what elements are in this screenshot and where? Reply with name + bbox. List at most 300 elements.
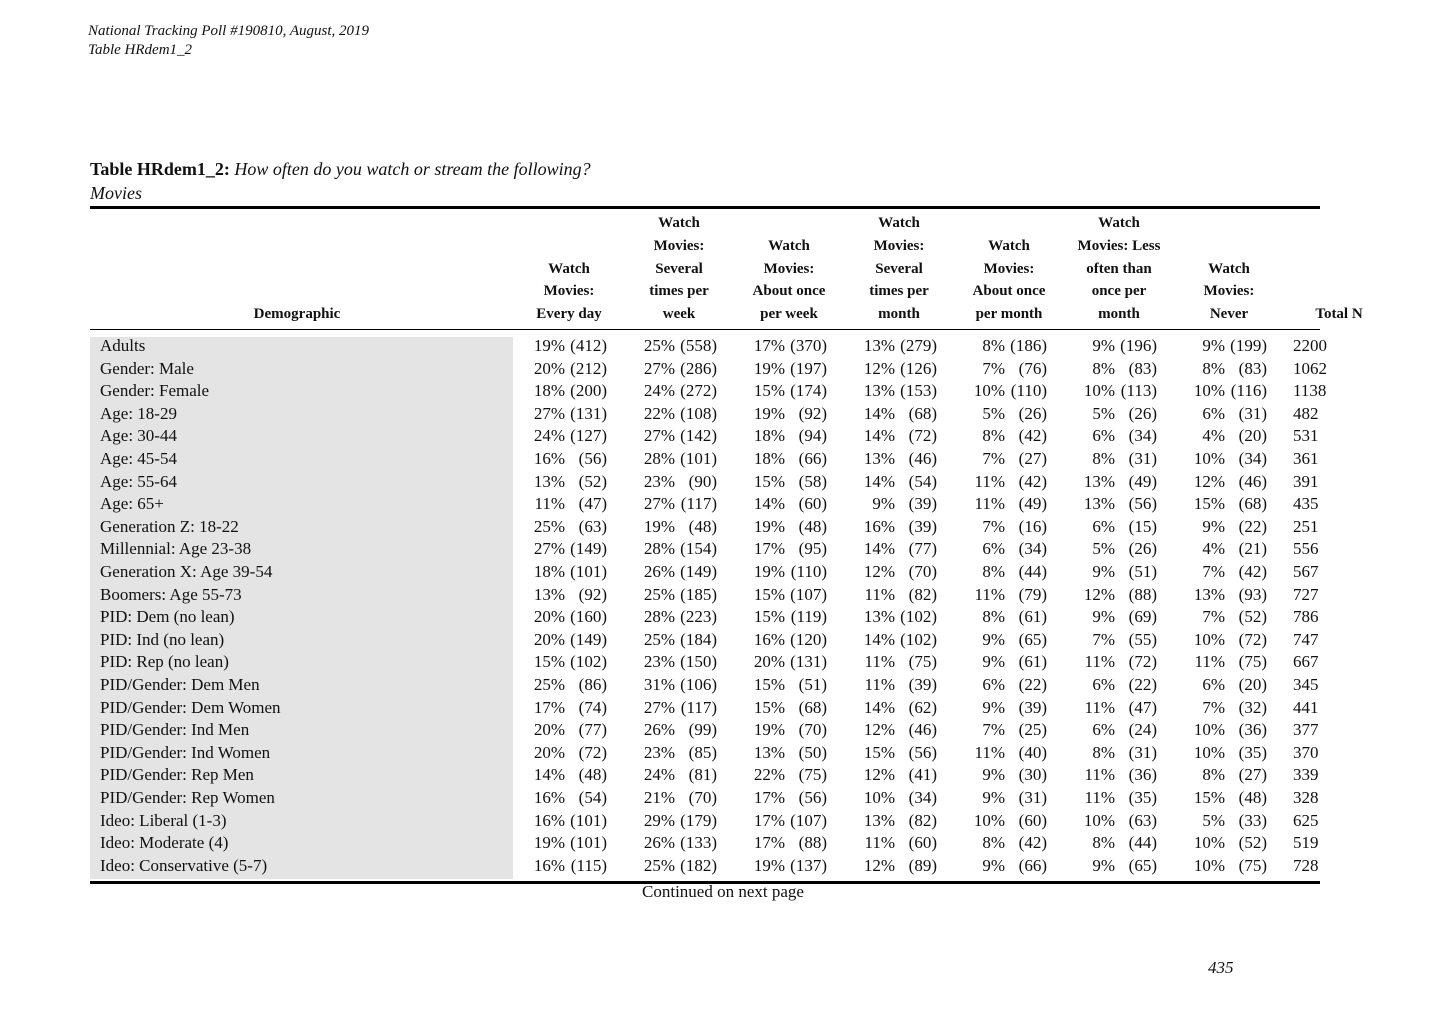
caption-question: How often do you watch or stream the following? bbox=[234, 159, 591, 179]
cell-count: (42) bbox=[1018, 833, 1047, 853]
cell-percent: 11% bbox=[1084, 788, 1115, 807]
cell-count: (92) bbox=[578, 584, 607, 604]
row-label: Ideo: Liberal (1-3) bbox=[100, 810, 227, 830]
cell-percent: 16% bbox=[533, 449, 565, 468]
cell-percent: 7% bbox=[982, 720, 1005, 740]
cell-count: (34) bbox=[1238, 449, 1267, 468]
cell-count: (197) bbox=[790, 358, 827, 378]
cell-count: (120) bbox=[790, 629, 827, 649]
cell-count: (279) bbox=[900, 336, 937, 355]
row-label: Generation X: Age 39-54 bbox=[100, 562, 273, 581]
caption-label: Table HRdem1_2: bbox=[90, 159, 230, 179]
cell-percent: 18% bbox=[533, 562, 565, 581]
cell-percent: 10% bbox=[1193, 833, 1225, 853]
cell-percent: 8% bbox=[1092, 358, 1115, 378]
cell-percent: 13% bbox=[863, 810, 895, 830]
cell-percent: 16% bbox=[533, 855, 565, 875]
cell-count: (68) bbox=[798, 697, 827, 717]
cell-count: (62) bbox=[908, 697, 937, 717]
cell-percent: 12% bbox=[863, 855, 895, 875]
cell-count: (52) bbox=[578, 471, 607, 491]
cell-count: (95) bbox=[798, 539, 827, 559]
cell-count: (33) bbox=[1238, 810, 1267, 830]
cell-count: (137) bbox=[790, 855, 827, 875]
cell-count: (25) bbox=[1018, 720, 1047, 740]
row-label: Adults bbox=[100, 336, 146, 355]
cell-count: (44) bbox=[1018, 562, 1047, 581]
cell-percent: 5% bbox=[1092, 403, 1115, 423]
cell-count: (47) bbox=[1128, 697, 1157, 717]
cell-count: (42) bbox=[1238, 562, 1267, 581]
cell-count: (196) bbox=[1120, 336, 1157, 355]
cell-count: (133) bbox=[680, 833, 717, 853]
cell-percent: 15% bbox=[753, 675, 785, 694]
column-header: Watch Movies: Several times per week bbox=[649, 215, 709, 323]
cell-percent: 16% bbox=[863, 516, 895, 536]
cell-total: 251 bbox=[1293, 516, 1319, 536]
cell-percent: 20% bbox=[533, 629, 565, 649]
cell-total: 747 bbox=[1293, 629, 1319, 649]
cell-count: (39) bbox=[908, 494, 937, 514]
running-header bbox=[88, 22, 369, 60]
cell-count: (185) bbox=[680, 584, 717, 604]
cell-percent: 8% bbox=[1092, 742, 1115, 762]
cell-count: (75) bbox=[1238, 652, 1267, 672]
cell-percent: 14% bbox=[753, 494, 785, 514]
cell-percent: 5% bbox=[982, 403, 1005, 423]
cell-percent: 6% bbox=[1202, 403, 1225, 423]
cell-percent: 12% bbox=[863, 720, 895, 740]
cell-count: (36) bbox=[1238, 720, 1267, 740]
cell-percent: 10% bbox=[1193, 449, 1225, 468]
continued-note: Continued on next page bbox=[642, 882, 804, 901]
cell-count: (42) bbox=[1018, 471, 1047, 491]
cell-percent: 20% bbox=[753, 652, 785, 672]
cell-percent: 9% bbox=[982, 855, 1005, 875]
cell-percent: 16% bbox=[533, 788, 565, 807]
cell-percent: 16% bbox=[753, 629, 785, 649]
cell-percent: 19% bbox=[533, 336, 565, 355]
cell-count: (72) bbox=[1128, 652, 1157, 672]
cell-percent: 6% bbox=[1092, 516, 1115, 536]
cell-count: (70) bbox=[688, 788, 717, 807]
cell-count: (34) bbox=[1128, 426, 1157, 446]
column-header: Watch Movies: About once per week bbox=[752, 237, 826, 323]
cell-percent: 20% bbox=[533, 742, 565, 762]
cell-percent: 8% bbox=[1202, 358, 1225, 378]
cell-count: (31) bbox=[1018, 788, 1047, 807]
cell-total: 339 bbox=[1293, 765, 1319, 785]
cell-count: (86) bbox=[578, 675, 607, 694]
cell-count: (31) bbox=[1128, 449, 1157, 468]
cell-count: (75) bbox=[1238, 855, 1267, 875]
cell-count: (48) bbox=[1238, 788, 1267, 807]
header-poll-title: National Tracking Poll #190810, August, 2019 bbox=[88, 23, 369, 39]
cell-count: (34) bbox=[908, 788, 937, 807]
cell-count: (149) bbox=[570, 629, 607, 649]
cell-count: (81) bbox=[688, 765, 717, 785]
row-label: Millennial: Age 23-38 bbox=[100, 539, 252, 559]
cell-total: 567 bbox=[1293, 562, 1319, 581]
cell-count: (54) bbox=[578, 788, 607, 807]
cell-percent: 9% bbox=[1202, 336, 1225, 355]
table-caption bbox=[90, 157, 591, 205]
table-row bbox=[90, 403, 1320, 426]
cell-percent: 19% bbox=[753, 516, 785, 536]
cell-percent: 11% bbox=[1084, 765, 1115, 785]
cell-count: (24) bbox=[1128, 720, 1157, 740]
cell-total: 625 bbox=[1293, 810, 1319, 830]
cell-count: (83) bbox=[1238, 358, 1267, 378]
cell-percent: 9% bbox=[1092, 336, 1115, 355]
column-header: Demographic bbox=[253, 306, 341, 323]
cell-count: (31) bbox=[1238, 403, 1267, 423]
cell-count: (49) bbox=[1018, 494, 1047, 514]
cell-count: (68) bbox=[1238, 494, 1267, 514]
cell-count: (20) bbox=[1238, 675, 1267, 694]
cell-percent: 28% bbox=[643, 449, 675, 468]
cell-count: (82) bbox=[908, 810, 937, 830]
cell-count: (179) bbox=[680, 810, 717, 830]
cell-total: 345 bbox=[1293, 675, 1319, 694]
cell-count: (126) bbox=[900, 358, 937, 378]
cell-percent: 10% bbox=[1083, 810, 1115, 830]
cell-total: 556 bbox=[1293, 539, 1319, 559]
cell-count: (39) bbox=[1018, 697, 1047, 717]
cell-percent: 20% bbox=[533, 607, 565, 627]
cell-percent: 6% bbox=[982, 675, 1005, 694]
cell-percent: 24% bbox=[643, 381, 675, 401]
cell-percent: 7% bbox=[982, 358, 1005, 378]
cell-percent: 8% bbox=[982, 833, 1005, 853]
column-header: Watch Movies: Never bbox=[1203, 260, 1255, 323]
cell-percent: 9% bbox=[982, 788, 1005, 807]
row-label: PID: Rep (no lean) bbox=[100, 652, 229, 672]
table-row bbox=[90, 810, 1320, 833]
cell-percent: 29% bbox=[643, 810, 675, 830]
row-label: Ideo: Conservative (5-7) bbox=[100, 855, 268, 875]
cell-count: (370) bbox=[790, 336, 827, 355]
cell-count: (60) bbox=[798, 494, 827, 514]
cell-percent: 19% bbox=[753, 855, 785, 875]
table-row bbox=[90, 855, 1320, 878]
cell-percent: 14% bbox=[863, 471, 895, 491]
cell-count: (153) bbox=[900, 381, 937, 401]
cell-percent: 13% bbox=[863, 336, 895, 355]
cell-total: 435 bbox=[1293, 494, 1319, 514]
cell-percent: 7% bbox=[1202, 562, 1225, 581]
table-row bbox=[90, 719, 1320, 742]
cell-percent: 15% bbox=[753, 697, 785, 717]
cell-total: 728 bbox=[1293, 855, 1319, 875]
cell-percent: 13% bbox=[863, 381, 895, 401]
cell-total: 328 bbox=[1293, 788, 1319, 807]
cell-percent: 11% bbox=[534, 494, 565, 514]
cell-count: (48) bbox=[578, 765, 607, 785]
row-label: Generation Z: 18-22 bbox=[100, 516, 239, 536]
row-label: PID: Dem (no lean) bbox=[100, 607, 235, 627]
table-row bbox=[90, 651, 1320, 674]
cell-count: (56) bbox=[798, 788, 827, 807]
cell-percent: 23% bbox=[643, 652, 675, 672]
cell-percent: 11% bbox=[864, 675, 895, 694]
cell-percent: 17% bbox=[753, 833, 785, 853]
cell-count: (56) bbox=[1128, 494, 1157, 514]
cell-count: (51) bbox=[1128, 562, 1157, 581]
cell-count: (88) bbox=[798, 833, 827, 853]
cell-total: 441 bbox=[1293, 697, 1319, 717]
cell-count: (26) bbox=[1128, 403, 1157, 423]
cell-percent: 27% bbox=[643, 358, 675, 378]
cell-percent: 10% bbox=[1083, 381, 1115, 401]
cell-count: (108) bbox=[680, 403, 717, 423]
cell-count: (119) bbox=[790, 607, 827, 627]
cell-count: (412) bbox=[570, 336, 607, 355]
cell-count: (116) bbox=[1230, 381, 1267, 401]
caption-subtitle: Movies bbox=[90, 183, 142, 203]
cell-count: (131) bbox=[570, 403, 607, 423]
cell-percent: 13% bbox=[753, 742, 785, 762]
cell-count: (56) bbox=[578, 449, 607, 468]
cell-count: (61) bbox=[1018, 652, 1047, 672]
row-label: Age: 65+ bbox=[100, 494, 164, 514]
cell-count: (22) bbox=[1018, 675, 1047, 694]
cell-count: (115) bbox=[570, 855, 607, 875]
row-label: Gender: Male bbox=[100, 358, 194, 378]
cell-percent: 17% bbox=[533, 697, 565, 717]
cell-count: (65) bbox=[1018, 629, 1047, 649]
cell-count: (85) bbox=[688, 742, 717, 762]
cell-count: (47) bbox=[578, 494, 607, 514]
cell-percent: 23% bbox=[643, 742, 675, 762]
cell-count: (31) bbox=[1128, 742, 1157, 762]
cell-percent: 20% bbox=[533, 720, 565, 740]
column-header: Watch Movies: Less often than once per month bbox=[1077, 215, 1161, 323]
cell-percent: 11% bbox=[974, 742, 1005, 762]
cell-percent: 8% bbox=[1202, 765, 1225, 785]
cell-count: (51) bbox=[798, 675, 827, 694]
cell-percent: 13% bbox=[533, 584, 565, 604]
cell-total: 727 bbox=[1293, 584, 1319, 604]
cell-count: (68) bbox=[908, 403, 937, 423]
cell-percent: 13% bbox=[1193, 584, 1225, 604]
table-header-rule bbox=[90, 329, 1320, 330]
cell-count: (82) bbox=[908, 584, 937, 604]
cell-count: (61) bbox=[1018, 607, 1047, 627]
cell-percent: 17% bbox=[753, 788, 785, 807]
cell-total: 377 bbox=[1293, 720, 1319, 740]
cell-count: (35) bbox=[1238, 742, 1267, 762]
page-number: 435 bbox=[1208, 958, 1234, 977]
cell-percent: 9% bbox=[982, 629, 1005, 649]
cell-count: (22) bbox=[1238, 516, 1267, 536]
cell-count: (72) bbox=[578, 742, 607, 762]
cell-percent: 7% bbox=[982, 516, 1005, 536]
cell-percent: 6% bbox=[1092, 675, 1115, 694]
cell-percent: 20% bbox=[533, 358, 565, 378]
cell-count: (46) bbox=[1238, 471, 1267, 491]
cell-count: (58) bbox=[798, 471, 827, 491]
cell-percent: 4% bbox=[1202, 426, 1225, 446]
cell-percent: 6% bbox=[1092, 720, 1115, 740]
cell-count: (75) bbox=[798, 765, 827, 785]
cell-count: (142) bbox=[680, 426, 717, 446]
cell-percent: 26% bbox=[643, 562, 675, 581]
cell-count: (60) bbox=[1018, 810, 1047, 830]
cell-percent: 25% bbox=[643, 584, 675, 604]
cell-percent: 25% bbox=[643, 855, 675, 875]
cell-count: (101) bbox=[680, 449, 717, 468]
cell-count: (15) bbox=[1128, 516, 1157, 536]
cell-total: 482 bbox=[1293, 403, 1319, 423]
cell-percent: 19% bbox=[753, 358, 785, 378]
cell-percent: 13% bbox=[1083, 471, 1115, 491]
cell-percent: 8% bbox=[982, 336, 1005, 355]
cell-count: (110) bbox=[1010, 381, 1047, 401]
cell-count: (63) bbox=[578, 516, 607, 536]
cell-percent: 25% bbox=[533, 516, 565, 536]
cell-percent: 21% bbox=[643, 788, 675, 807]
cell-count: (65) bbox=[1128, 855, 1157, 875]
cell-count: (66) bbox=[1018, 855, 1047, 875]
cell-percent: 11% bbox=[1084, 652, 1115, 672]
cell-total: 1062 bbox=[1293, 358, 1327, 378]
cell-percent: 25% bbox=[643, 629, 675, 649]
cell-percent: 26% bbox=[643, 720, 675, 740]
table-row bbox=[90, 425, 1320, 448]
cell-count: (79) bbox=[1018, 584, 1047, 604]
cell-count: (106) bbox=[680, 675, 717, 694]
cell-percent: 12% bbox=[863, 765, 895, 785]
cell-percent: 15% bbox=[753, 607, 785, 627]
table-row bbox=[90, 493, 1320, 516]
cell-count: (99) bbox=[688, 720, 717, 740]
cell-count: (48) bbox=[688, 516, 717, 536]
cell-percent: 11% bbox=[1084, 697, 1115, 717]
cell-percent: 10% bbox=[863, 788, 895, 807]
cell-percent: 8% bbox=[982, 426, 1005, 446]
cell-count: (101) bbox=[570, 833, 607, 853]
row-label: PID: Ind (no lean) bbox=[100, 629, 225, 649]
cell-count: (26) bbox=[1128, 539, 1157, 559]
cell-percent: 27% bbox=[643, 426, 675, 446]
cell-percent: 12% bbox=[863, 358, 895, 378]
cell-count: (76) bbox=[1018, 358, 1047, 378]
table-row bbox=[90, 584, 1320, 607]
cell-count: (127) bbox=[570, 426, 607, 446]
table-row bbox=[90, 606, 1320, 629]
column-header: Watch Movies: About once per month bbox=[972, 237, 1046, 323]
cell-percent: 18% bbox=[753, 426, 785, 446]
cell-count: (42) bbox=[1018, 426, 1047, 446]
cell-count: (174) bbox=[790, 381, 827, 401]
cell-percent: 11% bbox=[974, 494, 1005, 514]
table-top-rule bbox=[90, 206, 1320, 209]
cell-percent: 22% bbox=[643, 403, 675, 423]
cell-percent: 28% bbox=[643, 607, 675, 627]
cell-count: (101) bbox=[570, 810, 607, 830]
cell-percent: 6% bbox=[1202, 675, 1225, 694]
cell-count: (150) bbox=[680, 652, 717, 672]
cell-percent: 31% bbox=[643, 675, 675, 694]
cell-count: (50) bbox=[798, 742, 827, 762]
row-label: Age: 55-64 bbox=[100, 471, 177, 491]
cell-count: (66) bbox=[798, 449, 827, 468]
cell-count: (113) bbox=[1120, 381, 1157, 401]
cell-count: (40) bbox=[1018, 742, 1047, 762]
column-header: Watch Movies: Several times per month bbox=[869, 215, 929, 323]
cell-count: (160) bbox=[570, 607, 607, 627]
cell-percent: 7% bbox=[1092, 629, 1115, 649]
cell-percent: 26% bbox=[643, 833, 675, 853]
cell-count: (35) bbox=[1128, 788, 1157, 807]
cell-count: (27) bbox=[1238, 765, 1267, 785]
cell-percent: 13% bbox=[1083, 494, 1115, 514]
cell-percent: 10% bbox=[1193, 629, 1225, 649]
cell-total: 370 bbox=[1293, 742, 1319, 762]
cell-percent: 19% bbox=[753, 720, 785, 740]
table-row bbox=[90, 471, 1320, 494]
cell-percent: 15% bbox=[1193, 788, 1225, 807]
table-row bbox=[90, 448, 1320, 471]
cell-percent: 10% bbox=[1193, 720, 1225, 740]
cell-percent: 15% bbox=[753, 584, 785, 604]
cell-count: (74) bbox=[578, 697, 607, 717]
cell-count: (34) bbox=[1018, 539, 1047, 559]
cell-count: (90) bbox=[688, 471, 717, 491]
cell-percent: 17% bbox=[753, 336, 785, 355]
cell-percent: 11% bbox=[974, 471, 1005, 491]
cell-percent: 14% bbox=[863, 426, 895, 446]
cell-count: (102) bbox=[900, 629, 937, 649]
table-row bbox=[90, 561, 1320, 584]
cell-percent: 12% bbox=[1083, 584, 1115, 604]
cell-percent: 8% bbox=[1092, 449, 1115, 468]
cell-percent: 10% bbox=[1193, 381, 1225, 401]
cell-percent: 11% bbox=[864, 652, 895, 672]
cell-count: (21) bbox=[1238, 539, 1267, 559]
cell-count: (200) bbox=[570, 381, 607, 401]
table-row bbox=[90, 787, 1320, 810]
cell-count: (48) bbox=[798, 516, 827, 536]
cell-count: (54) bbox=[908, 471, 937, 491]
cell-count: (26) bbox=[1018, 403, 1047, 423]
cell-count: (49) bbox=[1128, 471, 1157, 491]
table-row bbox=[90, 516, 1320, 539]
table-row bbox=[90, 764, 1320, 787]
cell-percent: 8% bbox=[1092, 833, 1115, 853]
cell-count: (212) bbox=[570, 358, 607, 378]
cell-count: (20) bbox=[1238, 426, 1267, 446]
cell-count: (223) bbox=[680, 607, 717, 627]
cell-total: 1138 bbox=[1293, 381, 1327, 401]
cell-percent: 9% bbox=[1092, 562, 1115, 581]
cell-percent: 25% bbox=[643, 336, 675, 355]
cell-count: (39) bbox=[908, 516, 937, 536]
cell-percent: 11% bbox=[864, 833, 895, 853]
cell-count: (110) bbox=[790, 562, 827, 581]
table-row bbox=[90, 629, 1320, 652]
table-row bbox=[90, 538, 1320, 561]
cell-percent: 16% bbox=[533, 810, 565, 830]
cell-count: (149) bbox=[570, 539, 607, 559]
cell-percent: 18% bbox=[533, 381, 565, 401]
cell-count: (93) bbox=[1238, 584, 1267, 604]
cell-percent: 10% bbox=[973, 381, 1005, 401]
row-label: Age: 18-29 bbox=[100, 403, 177, 423]
cell-percent: 11% bbox=[864, 584, 895, 604]
row-label: PID/Gender: Dem Women bbox=[100, 697, 281, 717]
